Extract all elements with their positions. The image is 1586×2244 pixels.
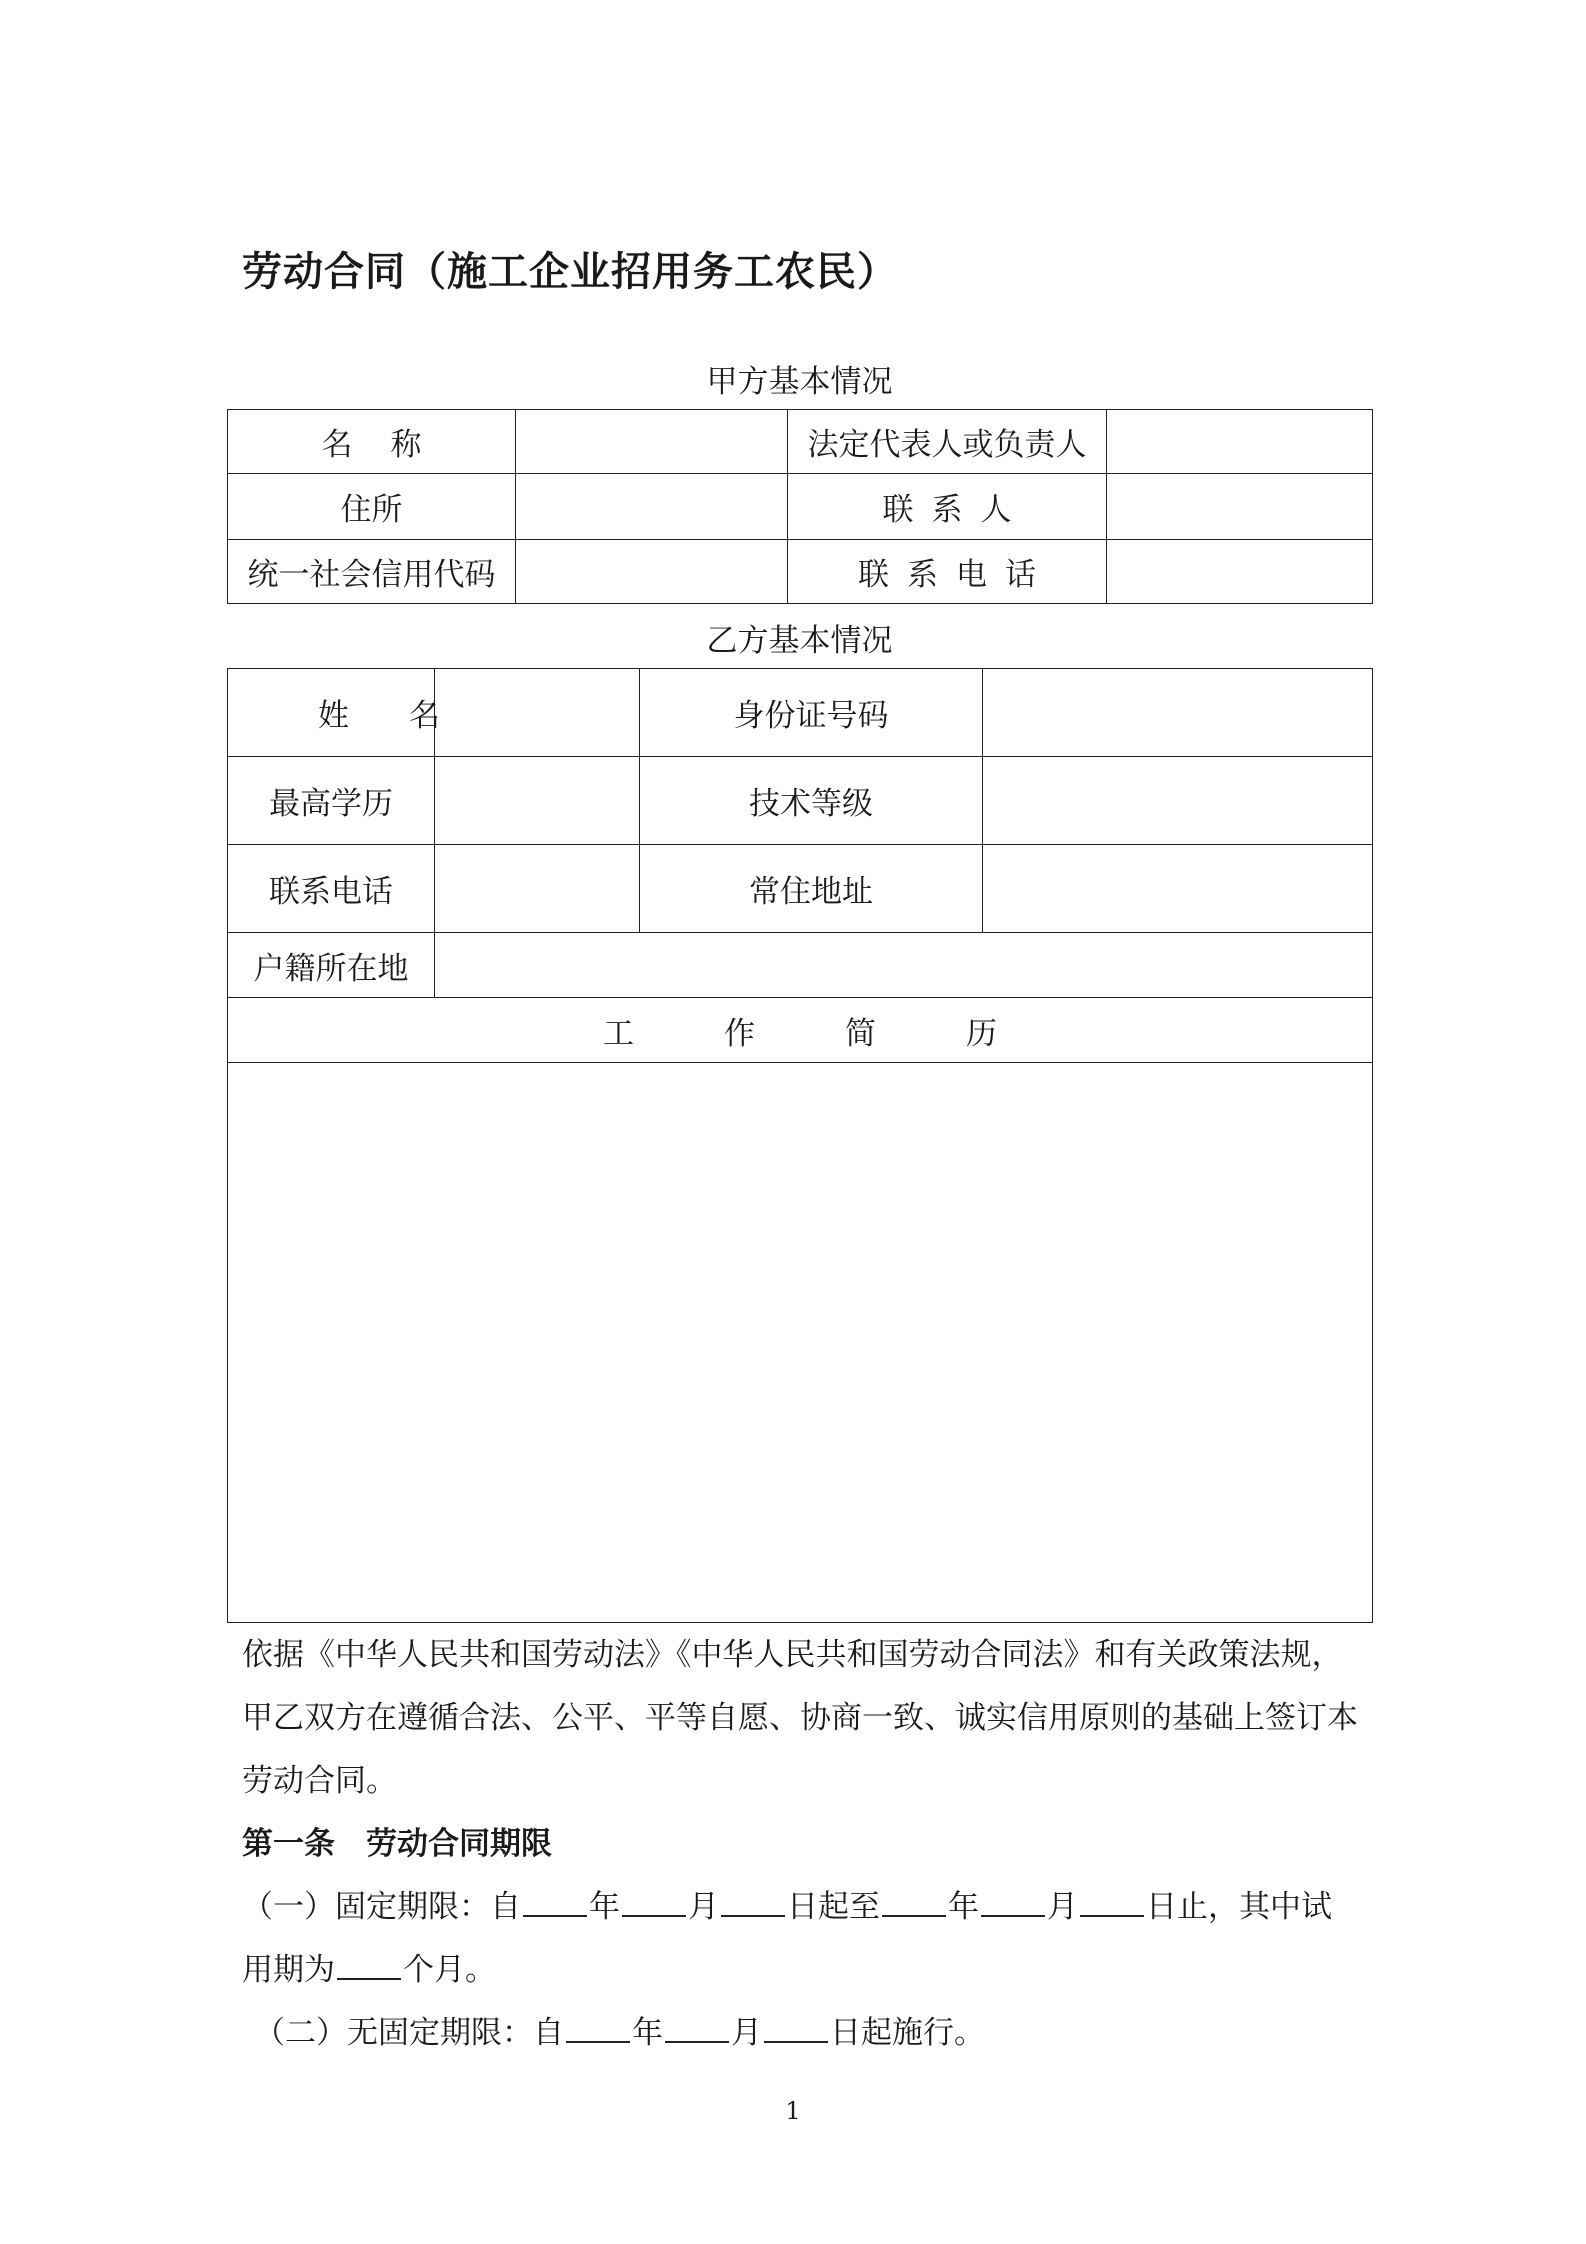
label-worker-phone: 联系电话 [228, 845, 435, 933]
label-address: 住所 [228, 474, 516, 540]
party-b-row-name [228, 669, 1373, 757]
label-company-name: 名称 [228, 410, 516, 474]
hukou-field[interactable] [435, 933, 1373, 998]
month-text: 月 [731, 2015, 762, 2051]
party-b-row-work-history-header [228, 998, 1373, 1063]
contract-body [242, 1624, 1362, 2065]
month-text: 月 [1047, 1889, 1078, 1925]
party-a-table [227, 409, 1373, 604]
education-field[interactable] [435, 757, 640, 845]
probation-months-blank[interactable] [337, 1948, 401, 1980]
open-start-day-blank[interactable] [764, 2011, 828, 2043]
start-year-blank[interactable] [523, 1885, 587, 1917]
intro-paragraph: 依据《中华人民共和国劳动法》《中华人民共和国劳动合同法》和有关政策法规，甲乙双方在遵循合法、公平、平等自愿、协商一致、诚实信用原则的基础上签订本劳动合同。 [242, 1637, 1358, 1799]
label-hukou: 户籍所在地 [228, 933, 435, 998]
end-year-blank[interactable] [882, 1885, 946, 1917]
residence-field[interactable] [983, 845, 1373, 933]
address-field[interactable] [516, 474, 788, 540]
label-credit-code: 统一社会信用代码 [228, 540, 516, 604]
start-day-blank[interactable] [721, 1885, 785, 1917]
label-residence: 常住地址 [640, 845, 983, 933]
company-phone-field[interactable] [1107, 540, 1373, 604]
credit-code-field[interactable] [516, 540, 788, 604]
label-worker-name: 姓名 [228, 669, 435, 757]
work-history-field[interactable] [228, 1063, 1373, 1623]
day-from-text: 日起至 [787, 1889, 880, 1925]
year-text: 年 [632, 2015, 663, 2051]
party-a-row-address [228, 474, 1373, 540]
open-term-prefix: （二）无固定期限：自 [254, 2015, 564, 2051]
party-a-caption: 甲方基本情况 [706, 364, 893, 400]
year-text: 年 [589, 1889, 620, 1925]
open-start-month-blank[interactable] [665, 2011, 729, 2043]
party-b-table [227, 668, 1373, 1623]
company-name-field[interactable] [516, 410, 788, 474]
legal-representative-field[interactable] [1107, 410, 1373, 474]
skill-level-field[interactable] [983, 757, 1373, 845]
party-a-row-name [228, 410, 1373, 474]
end-month-blank[interactable] [981, 1885, 1045, 1917]
contact-person-field[interactable] [1107, 474, 1373, 540]
party-b-row-phone [228, 845, 1373, 933]
document-title: 劳动合同（施工企业招用务工农民） [242, 249, 898, 295]
start-month-blank[interactable] [622, 1885, 686, 1917]
months-suffix-text: 个月。 [403, 1952, 496, 1988]
end-day-blank[interactable] [1080, 1885, 1144, 1917]
label-skill-level: 技术等级 [640, 757, 983, 845]
party-a-row-credit-code [228, 540, 1373, 604]
fixed-term-clause [242, 1876, 1362, 2002]
day-until-text: 日止，其中试用期为 [242, 1889, 1332, 1988]
party-b-row-education [228, 757, 1373, 845]
worker-phone-field[interactable] [435, 845, 640, 933]
page-number: 1 [785, 2097, 801, 2125]
party-b-caption: 乙方基本情况 [706, 623, 893, 659]
id-number-field[interactable] [983, 669, 1373, 757]
fixed-term-prefix: （一）固定期限：自 [242, 1889, 521, 1925]
work-history-heading: 工作简历 [228, 998, 1373, 1063]
month-text: 月 [688, 1889, 719, 1925]
label-contact-person: 联系人 [788, 474, 1107, 540]
label-company-phone: 联系电话 [788, 540, 1107, 604]
label-id-number: 身份证号码 [640, 669, 983, 757]
day-suffix-text: 日起施行。 [830, 2015, 985, 2051]
article1-heading: 第一条 劳动合同期限 [242, 1826, 552, 1862]
open-term-clause [242, 2002, 1362, 2065]
open-start-year-blank[interactable] [566, 2011, 630, 2043]
year-text: 年 [948, 1889, 979, 1925]
label-education: 最高学历 [228, 757, 435, 845]
label-legal-representative: 法定代表人或负责人 [788, 410, 1107, 474]
party-b-row-hukou [228, 933, 1373, 998]
party-b-row-work-history [228, 1063, 1373, 1623]
